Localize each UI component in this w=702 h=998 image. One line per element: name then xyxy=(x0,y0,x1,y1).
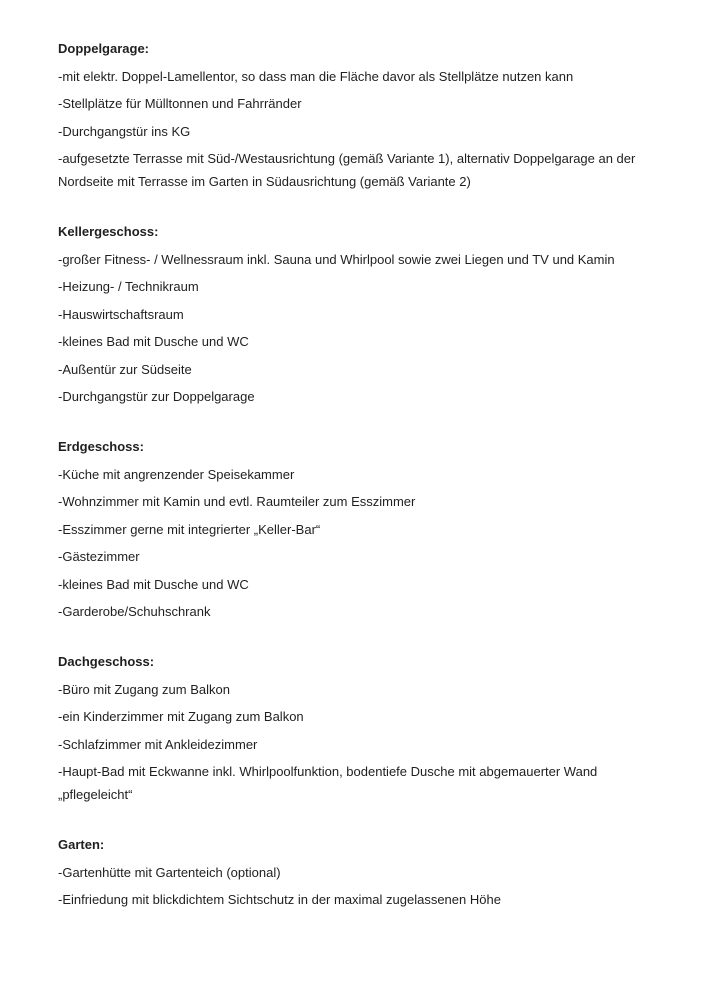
list-item: -Gartenhütte mit Gartenteich (optional) xyxy=(58,864,281,880)
section-kellergeschoss xyxy=(58,220,658,408)
list-item: -Schlafzimmer mit Ankleidezimmer xyxy=(58,736,258,752)
list-item: -Stellplätze für Mülltonnen und Fahrränder xyxy=(58,96,302,111)
list-item: -ein Kinderzimmer mit Zugang zum Balkon xyxy=(58,709,304,724)
section-heading: Doppelgarage: xyxy=(58,41,150,56)
list-item: -Esszimmer gerne mit integrierter „Keller-Bar“ xyxy=(58,521,321,537)
list-item: -Hauswirtschaftsraum xyxy=(58,306,184,322)
list-item: -kleines Bad mit Dusche und WC xyxy=(58,334,249,349)
document-content xyxy=(58,37,658,911)
list-item: -großer Fitness- / Wellnessraum inkl. Sauna und Whirlpool sowie zwei Liegen und TV und Kamin xyxy=(58,251,615,267)
list-item: -kleines Bad mit Dusche und WC xyxy=(58,576,249,592)
list-item: -Wohnzimmer mit Kamin und evtl. Raumteiler zum Esszimmer xyxy=(58,494,416,509)
section-heading: Erdgeschoss: xyxy=(58,439,144,454)
section-erdgeschoss xyxy=(58,435,658,623)
list-item: -Durchgangstür zur Doppelgarage xyxy=(58,389,255,404)
section-dachgeschoss xyxy=(58,650,658,806)
list-item: -Büro mit Zugang zum Balkon xyxy=(58,681,230,697)
list-item: -aufgesetzte Terrasse mit Süd-/Westausrichtung (gemäß Variante 1), alternativ Doppelgarage an der Nordseite mit Terrasse im Garten in Südausrichtung (gemäß Variante 2) xyxy=(58,151,636,189)
list-item: -Außentür zur Südseite xyxy=(58,361,192,377)
list-item: -mit elektr. Doppel-Lamellentor, so dass man die Fläche davor als Stellplätze nutzen kann xyxy=(58,68,574,84)
list-item: -Einfriedung mit blickdichtem Sichtschutz in der maximal zugelassenen Höhe xyxy=(58,892,501,907)
list-item: -Haupt-Bad mit Eckwanne inkl. Whirlpoolfunktion, bodentiefe Dusche mit abgemauerter Wand „pflegeleicht“ xyxy=(58,764,598,802)
section-heading: Garten: xyxy=(58,837,105,852)
list-item: -Heizung- / Technikraum xyxy=(58,279,199,294)
list-item: -Küche mit angrenzender Speisekammer xyxy=(58,466,295,482)
section-heading: Kellergeschoss: xyxy=(58,224,159,239)
section-garten xyxy=(58,833,658,911)
list-item: -Garderobe/Schuhschrank xyxy=(58,604,211,619)
section-doppelgarage xyxy=(58,37,658,193)
list-item: -Durchgangstür ins KG xyxy=(58,123,191,139)
list-item: -Gästezimmer xyxy=(58,549,140,564)
section-heading: Dachgeschoss: xyxy=(58,654,155,669)
